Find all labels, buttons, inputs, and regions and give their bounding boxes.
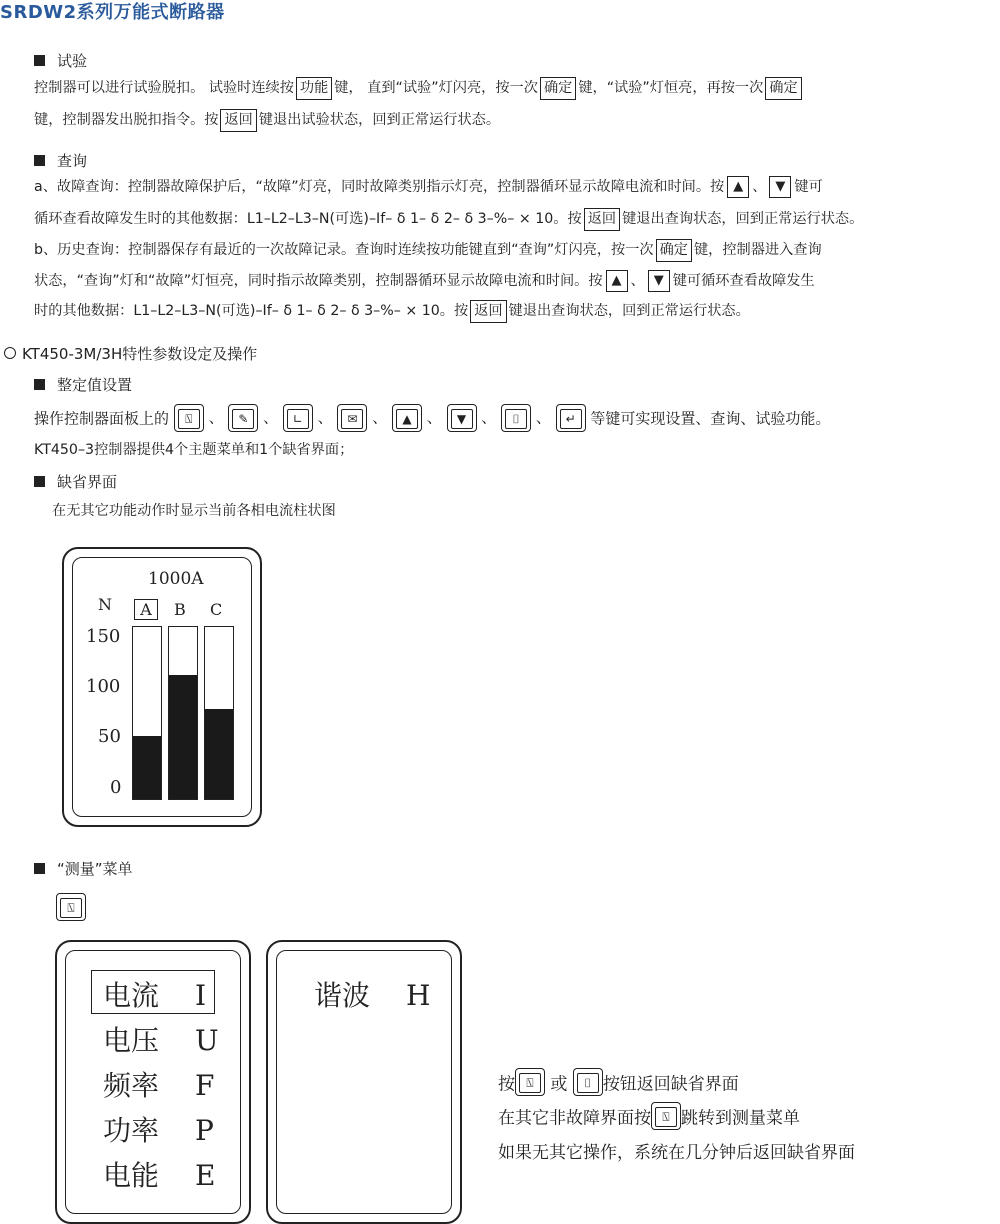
back-key: 返回 bbox=[220, 109, 256, 132]
test-line-1: 控制器可以进行试验脱扣。 试验时连续按 功能 键， 直到“试验”灯闪亮，按一次 确定 键，“试验”灯恒亮，再按一次 确定 bbox=[34, 77, 804, 100]
wrench-icon: ✎ bbox=[228, 404, 258, 432]
test-line-2: 键，控制器发出脱扣指令。按 返回 键退出试验状态，回到正常运行状态。 bbox=[34, 109, 500, 132]
menu-item-voltage: 电压 U bbox=[103, 1024, 219, 1057]
menu-item-current: 电流 I bbox=[103, 979, 207, 1012]
enter-icon: ↵ bbox=[556, 404, 586, 432]
query-b-line-2: 状态，“查询”灯和“故障”灯恒亮，同时指示故障类别，控制器循环显示故障电流和时间。按 ▲ 、 ▼ 键可循环查看故障发生 bbox=[34, 270, 815, 292]
tick-150: 150 bbox=[86, 626, 121, 647]
bar-fill-b bbox=[169, 675, 197, 799]
harmonic-panel bbox=[266, 940, 462, 1224]
down-arrow-icon: ▼ bbox=[648, 270, 670, 292]
bullet-square-icon bbox=[34, 55, 45, 66]
tick-0: 0 bbox=[110, 777, 122, 798]
tick-100: 100 bbox=[86, 676, 121, 697]
function-key: 功能 bbox=[296, 77, 332, 100]
bar-fill-c bbox=[205, 709, 233, 799]
measure-menu-panel bbox=[55, 940, 251, 1224]
default-desc: 在无其它功能动作时显示当前各相电流柱状图 bbox=[52, 503, 336, 519]
bullet-square-icon bbox=[34, 155, 45, 166]
menu-item-frequency: 频率 F bbox=[103, 1069, 215, 1102]
bullet-square-icon bbox=[34, 476, 45, 487]
default-heading: 缺省界面 bbox=[34, 471, 117, 492]
tick-50: 50 bbox=[98, 726, 121, 747]
menu-item-energy: 电能 E bbox=[103, 1159, 216, 1192]
menu-item-harmonic: 谐波 H bbox=[314, 979, 431, 1012]
phase-label-a: A bbox=[134, 599, 158, 620]
query-a-line-1: a、故障查询：控制器故障保护后，“故障”灯亮，同时故障类别指示灯亮，控制器循环显示故障电流和时间。按 ▲ 、 ▼ 键可 bbox=[34, 176, 823, 198]
bar-phase-c bbox=[204, 626, 234, 800]
bar-phase-a bbox=[132, 626, 162, 800]
bullet-square-icon bbox=[34, 379, 45, 390]
menu-item-power: 功率 P bbox=[103, 1114, 214, 1147]
up-arrow-icon: ▲ bbox=[727, 176, 749, 198]
bullet-square-icon bbox=[34, 863, 45, 874]
confirm-key: 确定 bbox=[765, 77, 801, 100]
kt-menu-line: KT450–3控制器提供4个主题菜单和1个缺省界面； bbox=[34, 442, 354, 458]
up-button-icon: ▲ bbox=[392, 404, 422, 432]
bar-display-panel bbox=[62, 547, 262, 827]
confirm-key: 确定 bbox=[656, 239, 692, 262]
confirm-key: 确定 bbox=[540, 77, 576, 100]
hint-line-2: 在其它非故障界面按 ⍂ 跳转到测量菜单 bbox=[498, 1102, 800, 1130]
down-arrow-icon: ▼ bbox=[769, 176, 791, 198]
meter-icon: ⍂ bbox=[56, 893, 86, 921]
phase-label-c: C bbox=[210, 600, 223, 619]
door-icon: ⌷ bbox=[573, 1068, 603, 1096]
bar-fill-a bbox=[133, 736, 161, 799]
setting-heading: 整定值设置 bbox=[34, 374, 132, 395]
up-arrow-icon: ▲ bbox=[606, 270, 628, 292]
measure-heading: “测量”菜单 bbox=[34, 858, 133, 879]
query-b-line-3: 时的其他数据：L1–L2–L3–N(可选)–If– δ 1– δ 2– δ 3–%– × 10。按 返回 键退出查询状态，回到正常运行状态。 bbox=[34, 300, 750, 323]
meter-icon: ⍂ bbox=[515, 1068, 545, 1096]
curve-icon: ∟ bbox=[283, 404, 313, 432]
bar-phase-b bbox=[168, 626, 198, 800]
test-heading: 试验 bbox=[34, 50, 87, 71]
door-icon: ⌷ bbox=[501, 404, 531, 432]
hint-line-1: 按 ⍂ 或 ⌷ 按钮返回缺省界面 bbox=[498, 1068, 739, 1096]
kt-heading: KT450-3M/3H特性参数设定及操作 bbox=[4, 343, 257, 364]
hint-line-3: 如果无其它操作，系统在几分钟后返回缺省界面 bbox=[498, 1143, 855, 1163]
phase-label-b: B bbox=[174, 600, 186, 619]
query-a-line-2: 循环查看故障发生时的其他数据：L1–L2–L3–N(可选)–If– δ 1– δ 2– δ 3–%– × 10。按 返回 键退出查询状态，回到正常运行状态。 bbox=[34, 208, 863, 231]
back-key: 返回 bbox=[470, 300, 506, 323]
meter-icon: ⍂ bbox=[174, 404, 204, 432]
down-button-icon: ▼ bbox=[447, 404, 477, 432]
mail-icon: ✉ bbox=[337, 404, 367, 432]
meter-icon: ⍂ bbox=[651, 1102, 681, 1130]
circle-bullet-icon bbox=[4, 347, 16, 359]
back-key: 返回 bbox=[584, 208, 620, 231]
ops-line: 操作控制器面板上的 ⍂ 、 ✎ 、 ∟ 、 ✉ 、 ▲ 、 ▼ 、 ⌷ 、 ↵ 等键可实现设置、查询、试验功能。 bbox=[34, 404, 830, 432]
page-title: SRDW2系列万能式断路器 bbox=[0, 2, 225, 23]
n-label: N bbox=[98, 595, 112, 614]
query-b-line-1: b、历史查询：控制器保存有最近的一次故障记录。查询时连续按功能键直到“查询”灯闪亮，按一次 确定 键，控制器进入查询 bbox=[34, 239, 822, 262]
scale-label: 1000A bbox=[148, 569, 204, 589]
query-heading: 查询 bbox=[34, 150, 87, 171]
